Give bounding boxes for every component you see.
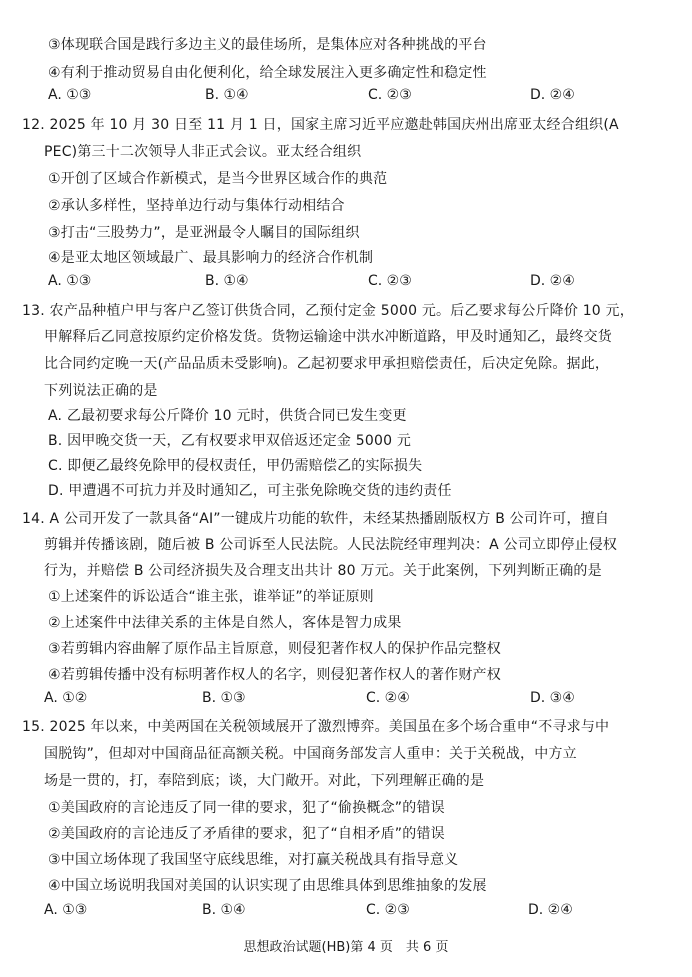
q12-statement-3: ③打击“三股势力”，是亚洲最令人瞩目的国际组织	[48, 225, 360, 241]
q13-option-b: B. 因甲晚交货一天，乙有权要求甲双倍返还定金 5000 元	[48, 433, 412, 449]
q14-statement-4: ④若剪辑传播中没有标明著作权人的名字，则侵犯著作权人的著作财产权	[48, 667, 501, 683]
q13-stem-line-2: 甲解释后乙同意按原约定价格发货。货物运输途中洪水冲断道路，甲及时通知乙，最终交货	[44, 329, 612, 345]
q14-statement-1: ①上述案件的诉讼适合“谁主张，谁举证”的举证原则	[48, 589, 374, 605]
q15-stem-line-2: 国脱钩”，但却对中国商品征高额关税。中国商务部发言人重申：关于关税战，中方立	[44, 746, 577, 762]
q12-option-b: B. ①④	[205, 273, 249, 289]
q13-option-d: D. 甲遭遇不可抗力并及时通知乙，可主张免除晚交货的违约责任	[48, 483, 452, 499]
q15-statement-3: ③中国立场体现了我国坚守底线思维，对打赢关税战具有指导意义	[48, 852, 459, 868]
q15-option-c: C. ②③	[366, 902, 410, 918]
q11-option-c: C. ②③	[368, 87, 412, 103]
q14-statement-3: ③若剪辑内容曲解了原作品主旨原意，则侵犯著作权人的保护作品完整权	[48, 641, 501, 657]
q14-stem-line-2: 剪辑并传播该剧，随后被 B 公司诉至人民法院。人民法院经审理判决：A 公司立即停止侵权	[44, 537, 618, 553]
q12-stem-line-2: PEC)第三十二次领导人非正式会议。亚太经合组织	[44, 144, 362, 160]
q15-statement-1: ①美国政府的言论违反了同一律的要求，犯了“偷换概念”的错误	[48, 800, 445, 816]
page-footer: 思想政治试题(HB)第 4 页 共 6 页	[243, 940, 449, 955]
q14-option-c: C. ②④	[366, 690, 410, 706]
q14-option-d: D. ③④	[530, 690, 575, 706]
q15-stem-line-3: 场是一贯的，打，奉陪到底；谈，大门敞开。对此，下列理解正确的是	[44, 773, 485, 789]
q13-option-a: A. 乙最初要求每公斤降价 10 元时，供货合同已发生变更	[48, 408, 407, 424]
q15-stem-line-1: 15. 2025 年以来，中美两国在关税领域展开了激烈博弈。美国虽在多个场合重申“不寻求与中	[22, 719, 610, 735]
q13-stem-line-1: 13. 农产品种植户甲与客户乙签订供货合同，乙预付定金 5000 元。后乙要求每公斤降价 10 元，	[22, 303, 634, 319]
q14-statement-2: ②上述案件中法律关系的主体是自然人，客体是智力成果	[48, 615, 402, 631]
q11-option-a: A. ①③	[48, 87, 92, 103]
q11-statement-4: ④有利于推动贸易自由化便利化，给全球发展注入更多确定性和稳定性	[48, 65, 487, 81]
q11-statement-3: ③体现联合国是践行多边主义的最佳场所，是集体应对各种挑战的平台	[48, 37, 487, 53]
q14-option-b: B. ①③	[202, 690, 246, 706]
q13-stem-line-3: 比合同约定晚一天(产品品质未受影响)。乙起初要求甲承担赔偿责任，后决定免除。据此，	[44, 356, 610, 372]
q12-statement-4: ④是亚太地区领域最广、最具影响力的经济合作机制	[48, 250, 374, 266]
q14-stem-line-1: 14. A 公司开发了一款具备“AI”一键成片功能的软件，未经某热播剧版权方 B 公司许可，擅自	[22, 511, 610, 527]
q14-stem-line-3: 行为，并赔偿 B 公司经济损失及合理支出共计 80 万元。关于此案例，下列判断正确的是	[44, 563, 602, 579]
q12-option-a: A. ①③	[48, 273, 92, 289]
q11-option-b: B. ①④	[205, 87, 249, 103]
q12-statement-1: ①开创了区域合作新模式，是当今世界区域合作的典范	[48, 171, 388, 187]
q15-statement-4: ④中国立场说明我国对美国的认识实现了由思维具体到思维抽象的发展	[48, 878, 487, 894]
q13-stem-line-4: 下列说法正确的是	[44, 383, 158, 399]
q13-option-c: C. 即便乙最终免除甲的侵权责任，甲仍需赔偿乙的实际损失	[48, 458, 423, 474]
q12-option-d: D. ②④	[530, 273, 575, 289]
q12-stem-line-1: 12. 2025 年 10 月 30 日至 11 月 1 日，国家主席习近平应邀赴韩国庆州出席亚太经合组织(A	[22, 117, 619, 133]
q12-statement-2: ②承认多样性，坚持单边行动与集体行动相结合	[48, 198, 345, 214]
q15-option-a: A. ①③	[44, 902, 88, 918]
q15-option-d: D. ②④	[528, 902, 573, 918]
q11-option-d: D. ②④	[530, 87, 575, 103]
q15-option-b: B. ①④	[202, 902, 246, 918]
q15-statement-2: ②美国政府的言论违反了矛盾律的要求，犯了“自相矛盾”的错误	[48, 826, 445, 842]
q12-option-c: C. ②③	[368, 273, 412, 289]
q14-option-a: A. ①②	[44, 690, 88, 706]
